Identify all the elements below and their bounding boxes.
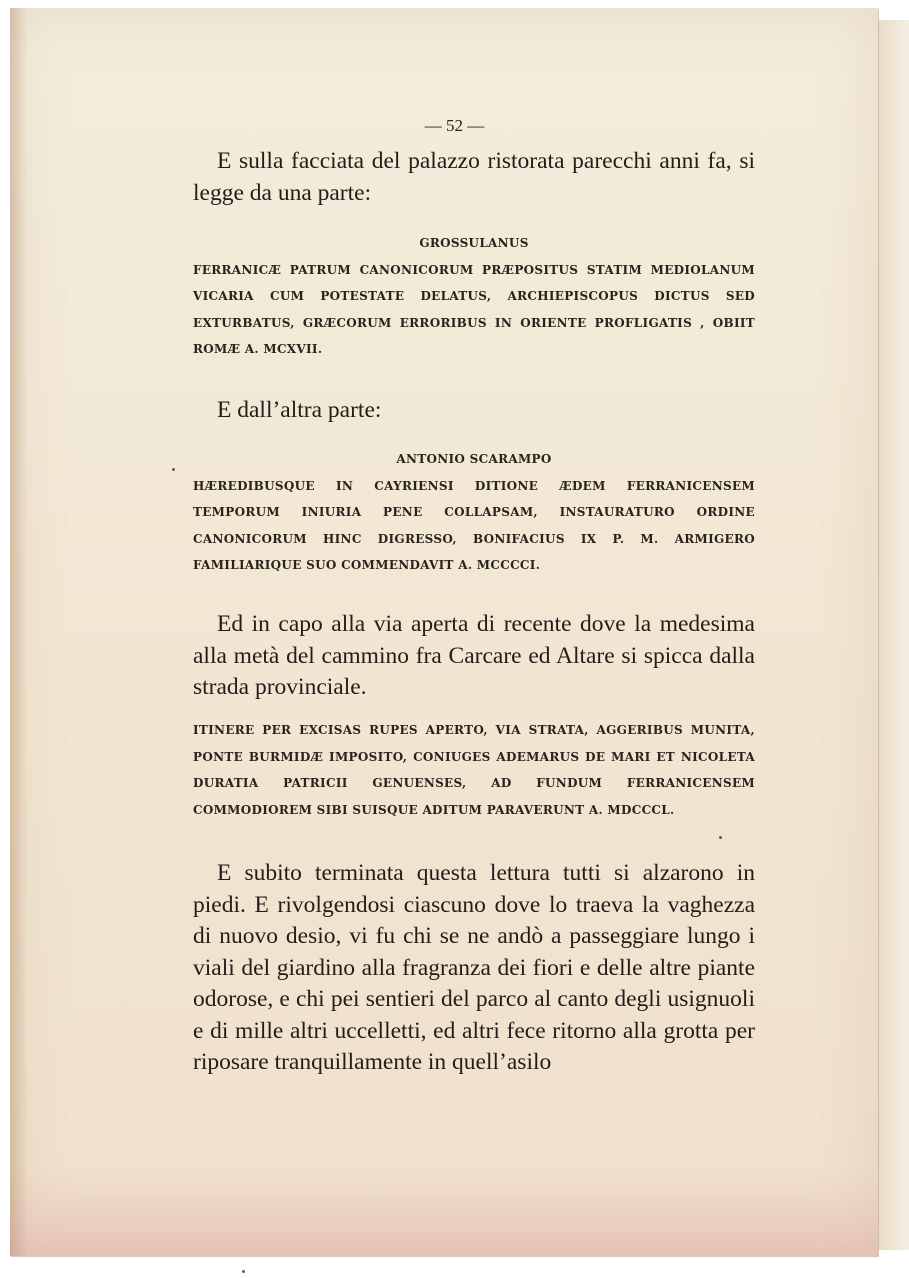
paragraph-other-side <box>193 395 755 427</box>
paragraph-text: Ed in capo alla via aperta di recente dove la medesima alla metà del cammino fra Carcare ed Altare si spicca dalla strada provinciale. <box>193 611 755 700</box>
paragraph-text: E subito terminata questa lettura tutti si alzarono in piedi. E rivolgendosi ciascuno dove lo traeva la vaghezza di nuovo desio, vi fu chi se ne andò a passeggiare lungo i viali del giardino alla fragranza dei fiori e delle altre piante odorose, e chi pei sentieri del parco al canto degli usignuoli e di mille altri uccelletti, ed altri fece ritorno alla grotta per riposare tranquillamente in quell’asilo <box>193 860 755 1075</box>
foxing-spot <box>719 836 722 839</box>
page-number: — 52 — <box>424 116 485 135</box>
inscription-text: HÆREDIBUSQUE IN CAYRIENSI DITIONE ÆDEM FERRANICENSEM TEMPORUM INIURIA PENE COLLAPSAM, INSTAURATURO ORDINE CANONICORUM HINC DIGRESSO, BONIFACIUS IX P. M. ARMIGERO FAMILIARIQUE SUO COMMENDAVIT A. MCCCCI. <box>193 478 755 572</box>
inscription-grossulanus <box>193 230 755 363</box>
inscription-heading: ANTONIO SCARAMPO <box>396 452 552 466</box>
inscription-scarampo <box>193 446 755 579</box>
paragraph-intro <box>193 146 755 209</box>
paragraph-text: E dall’altra parte: <box>217 397 382 423</box>
paragraph-text: E sulla facciata del palazzo ristorata parecchi anni fa, si legge da una parte: <box>193 148 755 206</box>
inscription-text: ITINERE PER EXCISAS RUPES APERTO, VIA STRATA, AGGERIBUS MUNITA, PONTE BURMIDÆ IMPOSITO, CONIUGES ADEMARUS DE MARI ET NICOLETA DURATIA PATRICII GENUENSES, AD FUNDUM FERRANICENSEM COMMODIOREM SIBI SUISQUE ADITUM PARAVERUNT A. MDCCCL. <box>193 723 755 817</box>
next-page-edge <box>878 20 909 1250</box>
foxing-spot <box>172 468 175 471</box>
paragraph-road <box>193 609 755 704</box>
paragraph-closing <box>193 858 755 1079</box>
foxing-spot <box>242 1270 245 1273</box>
inscription-heading: GROSSULANUS <box>419 236 529 250</box>
inscription-road <box>193 717 755 823</box>
inscription-text: FERRANICÆ PATRUM CANONICORUM PRÆPOSITUS STATIM MEDIOLANUM VICARIA CUM POTESTATE DELATUS, ARCHIEPISCOPUS DICTUS SED EXTURBATUS, GRÆCORUM ERRORIBUS IN ORIENTE PROFLIGATIS , OBIIT ROMÆ A. MCXVII. <box>193 262 755 356</box>
